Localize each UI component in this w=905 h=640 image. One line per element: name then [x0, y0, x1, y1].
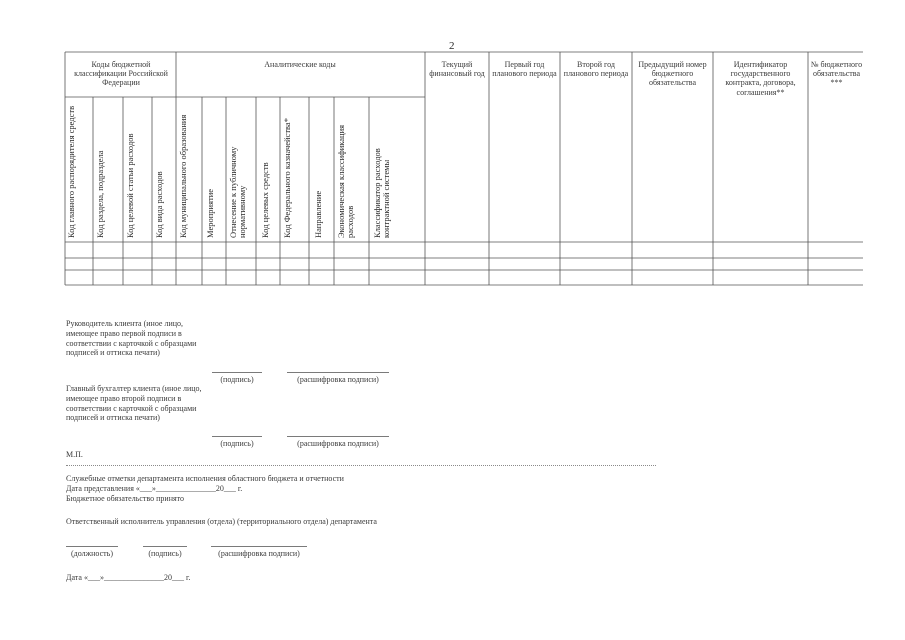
head-decoding-line[interactable]	[287, 372, 389, 373]
header-previous-obligation-number: Предыдущий номер бюджетного обязательства	[638, 60, 707, 88]
col-activity: Мероприятие	[205, 188, 215, 238]
section-divider	[66, 465, 656, 466]
col-public-normative: Отнесение к публичному нормативному	[228, 146, 247, 238]
executor-position-line[interactable]	[66, 546, 118, 547]
accountant-signature-caption: (подпись)	[220, 439, 254, 448]
col-economic-classification: Экономическая классификация расходов	[336, 124, 355, 238]
col-section-code: Код раздела, подраздела	[95, 150, 105, 238]
executor-signature-line[interactable]	[143, 546, 187, 547]
obligation-accepted: Бюджетное обязательство принято	[66, 494, 185, 503]
executor-decoding-caption: (расшифровка подписи)	[218, 549, 300, 558]
col-expense-type-code: Код вида расходов	[154, 171, 164, 238]
executor-signature-caption: (подпись)	[148, 549, 182, 558]
col-target-article-code: Код целевой статьи расходов	[125, 133, 135, 238]
header-second-plan-year: Второй год планового периода	[563, 60, 629, 79]
header-current-year: Текущий финансовый год	[429, 60, 485, 79]
page-number: 2	[449, 40, 455, 52]
executor-decoding-line[interactable]	[211, 546, 307, 547]
header-budget-classification: Коды бюджетной классификации Российской Федерации	[74, 60, 168, 88]
presentation-date[interactable]: Дата представления «___»_______________20___ г.	[66, 484, 243, 493]
header-analytic-codes: Аналитические коды	[264, 60, 336, 69]
col-municipality-code: Код муниципального образования	[178, 114, 188, 238]
col-chief-manager-code: Код главного распорядителя средств	[66, 105, 76, 238]
head-decoding-caption: (расшифровка подписи)	[297, 375, 379, 384]
service-marks-title: Служебные отметки департамента исполнения областного бюджета и отчетности	[66, 474, 344, 483]
stamp-label: М.П.	[66, 450, 83, 459]
head-signatory-label: Руководитель клиента (иное лицо, имеющее право первой подписи в соответствии с карточкой с образцами подписей и оттиска печати)	[66, 319, 197, 358]
header-obligation-number: № бюджетного обязательства ***	[810, 60, 863, 88]
col-target-funds-code: Код целевых средств	[260, 162, 270, 238]
col-contract-system-classifier: Классификатор расходов контрактной системы	[372, 148, 391, 238]
executor-label: Ответственный исполнитель управления (отдела) (территориального отдела) департамента	[66, 517, 377, 526]
accountant-signature-line[interactable]	[212, 436, 262, 437]
head-signature-caption: (подпись)	[220, 375, 254, 384]
col-direction: Направление	[313, 190, 323, 238]
header-contract-identifier: Идентификатор государственного контракта, договора, соглашения**	[725, 60, 796, 97]
header-first-plan-year: Первый год планового периода	[492, 60, 557, 79]
accountant-signatory-label: Главный бухгалтер клиента (иное лицо, имеющее право второй подписи в соответствии с карточкой с образцами подписей и оттиска печати)	[66, 384, 202, 423]
accountant-decoding-caption: (расшифровка подписи)	[297, 439, 379, 448]
acceptance-date[interactable]: Дата «___»_______________20___ г.	[66, 573, 191, 582]
accountant-decoding-line[interactable]	[287, 436, 389, 437]
col-federal-treasury-code: Код Федерального казначейства*	[282, 118, 292, 238]
executor-position-caption: (должность)	[71, 549, 113, 558]
head-signature-line[interactable]	[212, 372, 262, 373]
